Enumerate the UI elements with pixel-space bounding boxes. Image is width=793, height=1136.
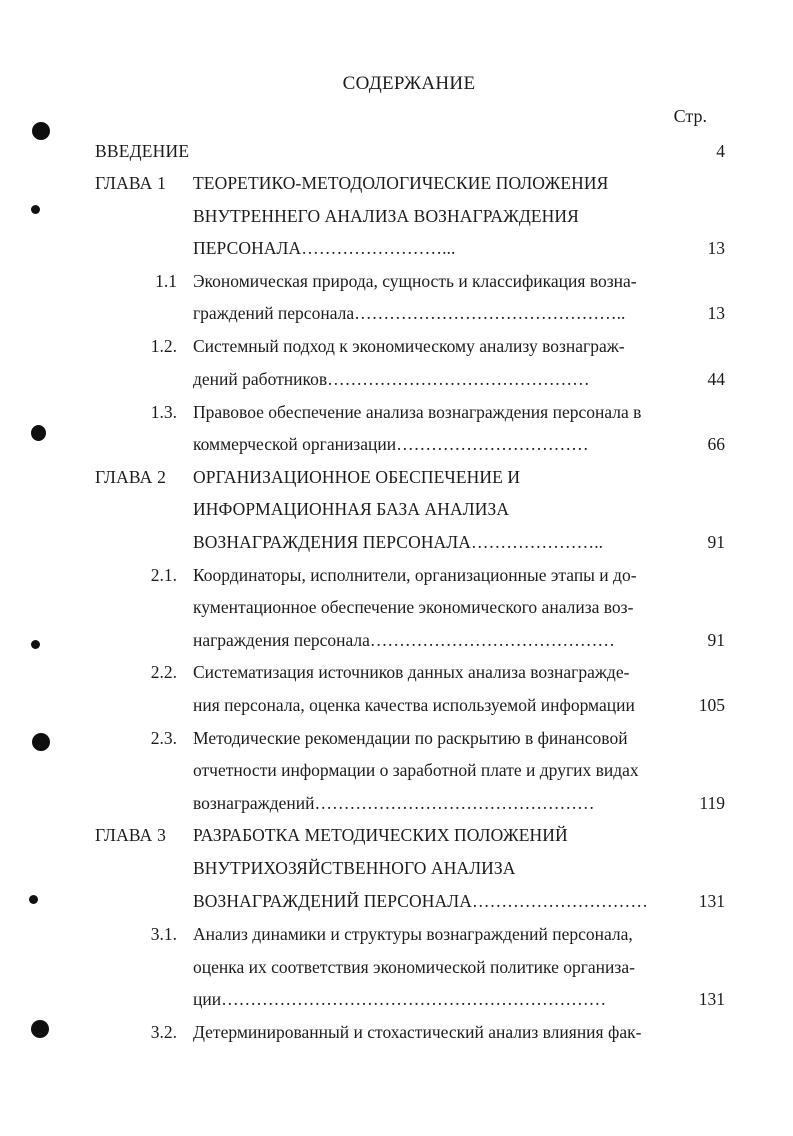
section-2-1-page: 91 (707, 630, 725, 650)
section-2-3-line: вознаграждений………………………………………… (193, 793, 595, 813)
chapter-1-label: ГЛАВА 1 (95, 173, 167, 193)
section-3-2-number: 3.2. (150, 1022, 177, 1042)
chapter-3-title-line: ВНУТРИХОЗЯЙСТВЕННОГО АНАЛИЗА (193, 858, 516, 878)
section-2-3-number: 2.3. (150, 728, 177, 748)
chapter-1-title-line: ТЕОРЕТИКО-МЕТОДОЛОГИЧЕСКИЕ ПОЛОЖЕНИЯ (193, 173, 609, 193)
punch-hole (31, 1020, 49, 1038)
speck-mark (31, 640, 40, 649)
toc-title: СОДЕРЖАНИЕ (342, 73, 476, 94)
section-3-1-line: Анализ динамики и структуры вознаграждений персонала, (193, 924, 633, 944)
section-1-1-line: граждений персонала……………………………………….. (193, 303, 626, 323)
chapter-2-title-line: ВОЗНАГРАЖДЕНИЯ ПЕРСОНАЛА………………….. (193, 532, 604, 552)
section-1-1-line: Экономическая природа, сущность и классификация возна- (193, 271, 637, 291)
chapter-1-title-line: ВНУТРЕННЕГО АНАЛИЗА ВОЗНАГРАЖДЕНИЯ (193, 206, 579, 226)
section-1-1-page: 13 (707, 303, 725, 323)
section-2-2-number: 2.2. (150, 662, 177, 682)
section-2-1-line: кументационное обеспечение экономического анализа воз- (193, 597, 634, 617)
chapter-2-title-line: ОРГАНИЗАЦИОННОЕ ОБЕСПЕЧЕНИЕ И (193, 467, 521, 487)
section-2-1-line: награждения персонала…………………………………… (193, 630, 615, 650)
chapter-3-title-line: ВОЗНАГРАЖДЕНИЙ ПЕРСОНАЛА………………………… (193, 891, 648, 911)
intro-label: ВВЕДЕНИЕ (95, 141, 190, 161)
chapter-1-page: 13 (707, 238, 725, 258)
section-2-3-line: отчетности информации о заработной плате и других видах (193, 760, 639, 780)
section-1-2-page: 44 (707, 369, 725, 389)
section-3-1-line: оценка их соответствия экономической политике организа- (193, 957, 635, 977)
section-2-2-line: ния персонала, оценка качества используемой информации (193, 695, 635, 715)
speck-mark (31, 205, 40, 214)
section-2-2-line: Систематизация источников данных анализа вознагражде- (193, 662, 630, 682)
section-3-1-number: 3.1. (150, 924, 177, 944)
section-3-2-line: Детерминированный и стохастический анализ влияния фак- (193, 1022, 642, 1042)
section-3-1-page: 131 (698, 989, 725, 1009)
punch-hole (32, 733, 50, 751)
section-1-1-number: 1.1 (155, 271, 177, 291)
section-1-2-line: дений работников……………………………………… (193, 369, 590, 389)
chapter-2-page: 91 (707, 532, 725, 552)
section-1-3-number: 1.3. (150, 402, 177, 422)
section-2-1-number: 2.1. (150, 565, 177, 585)
punch-hole (32, 122, 50, 140)
chapter-1-title-line: ПЕРСОНАЛА……………………... (193, 238, 456, 258)
section-1-3-line: Правовое обеспечение анализа вознаграждения персонала в (193, 402, 642, 422)
page-column-label: Стр. (673, 106, 707, 126)
punch-hole (31, 425, 46, 441)
intro-page: 4 (716, 141, 725, 161)
chapter-3-title-line: РАЗРАБОТКА МЕТОДИЧЕСКИХ ПОЛОЖЕНИЙ (193, 825, 568, 845)
section-1-2-number: 1.2. (150, 336, 177, 356)
section-1-2-line: Системный подход к экономическому анализу вознаграж- (193, 336, 625, 356)
chapter-3-page: 131 (698, 891, 725, 911)
section-3-1-line: ции………………………………………………………… (193, 989, 607, 1009)
section-2-1-line: Координаторы, исполнители, организационные этапы и до- (193, 565, 637, 585)
chapter-3-label: ГЛАВА 3 (95, 825, 167, 845)
speck-mark (29, 895, 38, 904)
chapter-2-title-line: ИНФОРМАЦИОННАЯ БАЗА АНАЛИЗА (193, 499, 510, 519)
section-2-2-page: 105 (698, 695, 725, 715)
chapter-2-label: ГЛАВА 2 (95, 467, 167, 487)
section-2-3-line: Методические рекомендации по раскрытию в финансовой (193, 728, 628, 748)
section-1-3-page: 66 (707, 434, 725, 454)
section-1-3-line: коммерческой организации…………………………… (193, 434, 589, 454)
section-2-3-page: 119 (699, 793, 725, 813)
